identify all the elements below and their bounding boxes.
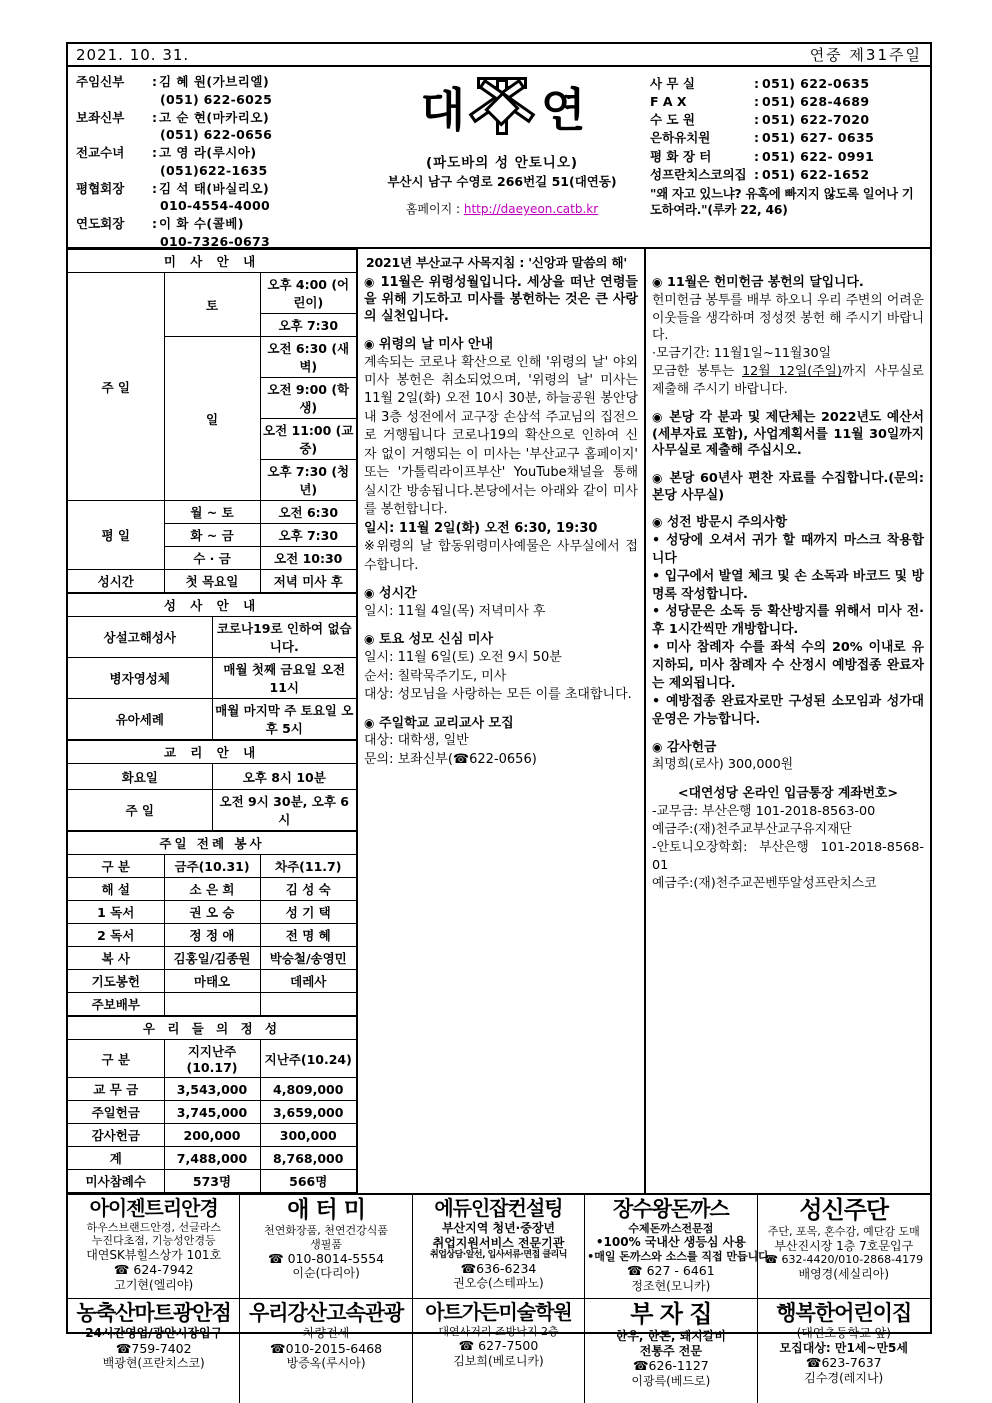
ad-business-name: 아이젠트리안경 bbox=[89, 1196, 218, 1220]
contact-label: 평 화 장 터 bbox=[650, 148, 712, 164]
staff-role: 주임신부 bbox=[76, 74, 125, 89]
content-area bbox=[68, 249, 930, 1193]
announcement-heading: ◉ 성시간 bbox=[364, 586, 417, 601]
doctrine-label: 화요일 bbox=[68, 764, 212, 790]
announcement-text: 최명희(로사) 300,000원 bbox=[652, 757, 794, 773]
mass-table-title: 미 사 안 내 bbox=[68, 250, 356, 273]
table-row bbox=[68, 790, 356, 831]
announcement bbox=[364, 716, 638, 770]
announcement-text: ·모금기간: 11월1일~11월30일 bbox=[652, 346, 832, 362]
ad-detail-line: ☎ 627 - 6461 bbox=[627, 1263, 715, 1279]
staff-phone: (051)622-1635 bbox=[160, 162, 268, 178]
table-row bbox=[68, 699, 356, 740]
table-row bbox=[68, 658, 356, 699]
ad-detail-line: ☎ 624-7942 bbox=[113, 1262, 194, 1278]
guideline-item: • 미사 참례자 수를 좌석 수의 20% 이내로 유지하되, 미사 참례자 수 산정시 예방접종 완료자는 제외됩니다. bbox=[652, 640, 924, 692]
announcement-text: 일시: 11월 4일(목) 저녁미사 후 bbox=[364, 603, 546, 619]
announcement-heading: ◉ 본당 각 분과 및 제단체는 2022년도 예산서(세부자료 포함), 사업계획서를 11월 30일까지 사무실로 제출해 주십시오. bbox=[652, 410, 924, 459]
ad-detail-line: 정조현(모니카) bbox=[631, 1278, 711, 1293]
announcement bbox=[364, 337, 638, 575]
announcement bbox=[652, 471, 924, 504]
staff-entry: 전교수녀 : 고 영 라(루시아) bbox=[76, 144, 354, 162]
staff-phone: (051) 622-6025 bbox=[160, 91, 273, 107]
table-row bbox=[68, 501, 356, 524]
service-cell: 복 사 bbox=[68, 947, 164, 970]
service-cell: 성 기 택 bbox=[260, 901, 356, 924]
ad-detail-line: 취업상담·알선, 입사서류·면접 클리닉 bbox=[430, 1250, 567, 1261]
staff-name: 이 화 수(콜베) bbox=[159, 216, 245, 231]
ad-detail-line: 부산지역 청년·중장년 bbox=[441, 1221, 556, 1235]
bullet-icon: ◉ bbox=[652, 410, 664, 425]
ad-detail-line: ☎626-1127 bbox=[632, 1358, 709, 1374]
mass-group: 평 일 bbox=[68, 501, 164, 570]
announcement-text: 일시: 11월 6일(토) 오전 9시 50분 bbox=[364, 650, 562, 666]
mass-time: 오전 6:30 (새벽) bbox=[260, 337, 356, 378]
deadline-date: 12월 12일(주일) bbox=[742, 364, 842, 380]
announcement-text: 문의: 보좌신부(☎622-0656) bbox=[364, 751, 537, 767]
dot-icon: • bbox=[652, 693, 661, 709]
sacrament-title: 성 사 안 내 bbox=[68, 594, 356, 617]
offering-cell: 3,543,000 bbox=[164, 1078, 260, 1101]
liturgical-week: 연중 제31주일 bbox=[809, 46, 922, 64]
service-cell: 2 독서 bbox=[68, 924, 164, 947]
bulletin-date: 2021. 10. 31. bbox=[76, 45, 190, 64]
doctrine-value: 오후 8시 10분 bbox=[212, 764, 356, 790]
mass-time: 오후 7:30 bbox=[260, 524, 356, 547]
date-bar bbox=[68, 44, 930, 67]
bullet-icon: ◉ bbox=[652, 275, 663, 289]
table-row bbox=[68, 273, 356, 314]
mass-day: 토 bbox=[164, 273, 260, 337]
ad-business-name: 행복한어린이집 bbox=[776, 1301, 912, 1325]
announcement-text: 헌미헌금 봉투를 배부 하오니 우리 주변의 어려운 이웃들을 생각하며 정성껏 봉헌 해 주시기 바랍니다. bbox=[652, 292, 924, 344]
doctrine-label: 주 일 bbox=[68, 790, 212, 831]
ad-tile[interactable] bbox=[68, 1195, 240, 1299]
bank-line: 예금주:(재)천주교꼰벤뚜알성프란치스코 bbox=[652, 875, 877, 891]
service-cell: 권 오 승 bbox=[164, 901, 260, 924]
service-title: 주일 전례 봉사 bbox=[68, 832, 356, 855]
announcement-deadline: 모금한 봉투는 12월 12일(주일)까지 사무실로 제출해 주시기 바랍니다. bbox=[652, 364, 925, 398]
staff-phone: 010-4554-4000 bbox=[160, 198, 270, 214]
announcement-heading: ◉ 위령의 날 미사 안내 bbox=[364, 336, 494, 352]
announcement-heading: ◉ 본당 60년사 편찬 자료를 수집합니다.(문의: 본당 사무실) bbox=[652, 470, 924, 503]
table-row bbox=[68, 878, 356, 901]
service-cell: 기도봉헌 bbox=[68, 970, 164, 993]
staff-name: 고 영 라(루시아) bbox=[159, 145, 257, 160]
ad-row-2 bbox=[68, 1299, 930, 1403]
ad-business-name: 부 자 집 bbox=[630, 1300, 712, 1328]
ad-detail-line: 수제돈까스전문점 bbox=[628, 1222, 714, 1236]
table-header-row bbox=[68, 1040, 356, 1078]
staff-role: 전교수녀 bbox=[76, 145, 125, 160]
contact-number: 051) 627- 0635 bbox=[762, 130, 875, 146]
announcement bbox=[652, 740, 924, 775]
logo-char-right: 연 bbox=[541, 83, 584, 137]
sacrament-label: 상설고해성사 bbox=[68, 617, 212, 658]
announcement bbox=[652, 515, 924, 729]
announcement-heading: ◉ 성전 방문시 주의사항 bbox=[652, 515, 788, 531]
announcement bbox=[364, 632, 638, 704]
table-row bbox=[68, 901, 356, 924]
ad-detail-line: 누진다초점, 기능성안경등 bbox=[91, 1234, 216, 1248]
table-row bbox=[68, 924, 356, 947]
table-row bbox=[68, 993, 356, 1016]
sacrament-value: 매월 첫째 금요일 오전 11시 bbox=[212, 658, 356, 699]
announcement-text: 대상: 대학생, 일반 bbox=[364, 733, 469, 749]
ad-detail-line: 백광현(프란치스코) bbox=[102, 1355, 205, 1370]
ad-business-name: 농축산마트광안점 bbox=[76, 1301, 231, 1325]
ad-detail-line: •매일 돈까스와 소스를 직접 만듭니다. bbox=[587, 1250, 774, 1264]
bullet-icon: ◉ bbox=[652, 470, 664, 485]
ad-tile[interactable] bbox=[758, 1195, 930, 1299]
ad-business-name: 우리강산고속관광 bbox=[248, 1301, 404, 1325]
ad-row-1 bbox=[68, 1195, 930, 1299]
doctrine-title: 교 리 안 내 bbox=[68, 741, 356, 764]
contact-entry: 평 화 장 터 : 051) 622- 0991 bbox=[650, 148, 924, 166]
service-cell: 박승철/송영민 bbox=[260, 947, 356, 970]
contact-label: F A X bbox=[650, 94, 687, 110]
ad-detail-line: 한우, 한돈, 돼지갈비 bbox=[615, 1329, 726, 1344]
ad-tile[interactable] bbox=[240, 1299, 412, 1403]
ad-detail-line: 권오승(스테파노) bbox=[453, 1276, 544, 1291]
staff-directory bbox=[68, 67, 358, 247]
service-col-header: 금주(10.31) bbox=[164, 855, 260, 878]
schedule-column bbox=[68, 249, 358, 1193]
offering-cell: 300,000 bbox=[260, 1124, 356, 1147]
contact-number: 051) 622- 0991 bbox=[762, 148, 875, 164]
contact-entry: 사 무 실 : 051) 622-0635 bbox=[650, 75, 924, 93]
offering-table bbox=[68, 1016, 356, 1193]
mass-time: 오전 11:00 (교중) bbox=[260, 419, 356, 460]
ad-detail-line: ☎636-6234 bbox=[460, 1261, 537, 1277]
ad-detail-line: 하우스브랜드안경, 선글라스 bbox=[86, 1221, 221, 1234]
ad-detail-line: ☎ 010-8014-5554 bbox=[268, 1250, 385, 1266]
staff-phone: (051) 622-0656 bbox=[160, 127, 273, 143]
guideline-item: • 예방접종 완료자로만 구성된 소모임과 성가대 운영은 가능합니다. bbox=[652, 693, 924, 727]
doctrine-table bbox=[68, 740, 356, 831]
contact-number: 051) 628-4689 bbox=[762, 94, 870, 110]
ad-detail-line: ☎ 632-4420/010-2868-4179 bbox=[764, 1253, 924, 1267]
service-cell: 데레사 bbox=[260, 970, 356, 993]
contact-number: 051) 622-7020 bbox=[762, 112, 870, 128]
service-cell bbox=[260, 993, 356, 1016]
guideline-item: • 성당에 오셔서 귀가 할 때까지 마스크 착용합니다 bbox=[652, 532, 924, 566]
staff-name: 김 석 태(바실리오) bbox=[159, 180, 270, 196]
mass-day: 일 bbox=[164, 337, 260, 501]
offering-cell: 감사헌금 bbox=[68, 1124, 164, 1147]
mass-time: 오전 9:00 (학생) bbox=[260, 378, 356, 419]
bullet-icon: ◉ bbox=[652, 515, 663, 530]
ad-detail-line: 주단, 포목, 혼수감, 예단감 도매 bbox=[767, 1225, 920, 1239]
offering-cell: 교 무 금 bbox=[68, 1078, 164, 1101]
ad-tile[interactable] bbox=[240, 1195, 412, 1299]
offering-cell: 8,768,000 bbox=[260, 1147, 356, 1170]
mass-day: 월 ~ 토 bbox=[164, 501, 260, 524]
staff-entry: 보좌신부 : 고 순 현(마카리오) bbox=[76, 109, 354, 127]
ad-detail-line: 생필품 bbox=[310, 1237, 343, 1251]
contact-label: 사 무 실 bbox=[650, 76, 695, 91]
staff-role: 보좌신부 bbox=[76, 109, 125, 125]
service-col-header: 차주(11.7) bbox=[260, 855, 356, 878]
bullet-icon: ◉ bbox=[652, 739, 663, 754]
doctrine-value: 오전 9시 30분, 오후 6시 bbox=[212, 790, 356, 831]
ad-business-name: 아트가든미술학원 bbox=[425, 1300, 572, 1324]
homepage-link[interactable]: http://daeyeon.catb.kr bbox=[463, 202, 599, 216]
bank-account-block bbox=[652, 785, 924, 892]
mass-time: 오전 6:30 bbox=[260, 501, 356, 524]
announcement-heading: ◉ 감사헌금 bbox=[652, 739, 717, 755]
table-row bbox=[68, 947, 356, 970]
liturgy-service-table bbox=[68, 831, 356, 1016]
bank-title: <대연성당 온라인 입금통장 계좌번호> bbox=[677, 786, 899, 802]
masthead bbox=[68, 67, 930, 249]
sacrament-value: 매월 마지막 주 토요일 오후 5시 bbox=[212, 699, 356, 740]
ad-detail-line: 차량전세 bbox=[302, 1326, 350, 1341]
offering-cell: 주일헌금 bbox=[68, 1101, 164, 1124]
sacrament-label: 유아세례 bbox=[68, 699, 212, 740]
service-cell: 김 성 숙 bbox=[260, 878, 356, 901]
homepage-line bbox=[358, 200, 646, 217]
table-row bbox=[68, 970, 356, 993]
bank-line: 예금주:(재)천주교부산교구유지재단 bbox=[652, 822, 852, 838]
contact-entry: 은하유치원 : 051) 627- 0635 bbox=[650, 129, 924, 147]
cross-ribbon-icon bbox=[465, 74, 539, 146]
announcement-heading: ◉ 토요 성모 신심 미사 bbox=[364, 632, 494, 648]
offering-cell: 3,745,000 bbox=[164, 1101, 260, 1124]
table-row bbox=[68, 1078, 356, 1101]
ad-detail-line: 전통주 전문 bbox=[639, 1343, 702, 1358]
staff-name: 고 순 현(마카리오) bbox=[159, 109, 270, 125]
dot-icon: • bbox=[652, 532, 661, 548]
offering-cell: 573명 bbox=[164, 1170, 260, 1193]
bullet-icon: ◉ bbox=[364, 715, 375, 730]
announcement bbox=[364, 275, 638, 326]
mass-day: 화 ~ 금 bbox=[164, 524, 260, 547]
table-row bbox=[68, 1101, 356, 1124]
offering-title: 우 리 들 의 정 성 bbox=[68, 1017, 356, 1040]
table-row bbox=[68, 617, 356, 658]
contact-label: 수 도 원 bbox=[650, 112, 695, 128]
announcements-column-1 bbox=[358, 249, 646, 1193]
bullet-icon: ◉ bbox=[364, 586, 375, 600]
ad-detail-line: 이순(다리아) bbox=[292, 1266, 360, 1281]
bank-line: -교무금: 부산은행 101-2018-8563-00 bbox=[652, 804, 876, 820]
homepage-label: 홈페이지 : bbox=[405, 202, 464, 216]
offering-cell: 계 bbox=[68, 1147, 164, 1170]
ad-detail-line: 천연화장품, 천연건강식품 bbox=[264, 1224, 389, 1238]
service-cell: 해 설 bbox=[68, 878, 164, 901]
service-cell: 1 독서 bbox=[68, 901, 164, 924]
offering-cell: 4,809,000 bbox=[260, 1078, 356, 1101]
table-header-row bbox=[68, 855, 356, 878]
offering-cell: 7,488,000 bbox=[164, 1147, 260, 1170]
announcements-column-2 bbox=[646, 249, 930, 1193]
offering-cell: 566명 bbox=[260, 1170, 356, 1193]
parish-address: 부산시 남구 수영로 266번길 51(대연동) bbox=[387, 174, 617, 189]
ad-business-name: 성신주단 bbox=[799, 1196, 889, 1224]
ad-tile[interactable] bbox=[585, 1299, 757, 1403]
logo-char-left: 대 bbox=[420, 83, 463, 137]
table-row bbox=[68, 764, 356, 790]
ad-detail-line: 대연사거리 조방낙지 2층 bbox=[438, 1325, 559, 1338]
offering-col-header: 지지난주(10.17) bbox=[164, 1040, 260, 1078]
mass-schedule-table bbox=[68, 249, 356, 593]
mass-time: 오후 7:30 bbox=[260, 314, 356, 337]
service-col-header: 구 분 bbox=[68, 855, 164, 878]
mass-group: 주 일 bbox=[68, 273, 164, 501]
service-cell: 정 정 애 bbox=[164, 924, 260, 947]
service-cell bbox=[164, 993, 260, 1016]
staff-entry: 평협회장 : 김 석 태(바실리오) bbox=[76, 180, 354, 198]
offering-cell: 3,659,000 bbox=[260, 1101, 356, 1124]
offering-cell: 200,000 bbox=[164, 1124, 260, 1147]
ad-detail-line: 방증옥(루시아) bbox=[286, 1355, 366, 1370]
ad-detail-line: •100% 국내산 생등심 사용 bbox=[595, 1235, 746, 1250]
announcement bbox=[364, 586, 638, 621]
announcement-text: 대상: 성모님을 사랑하는 모든 이를 초대합니다. bbox=[364, 687, 632, 703]
dot-icon: • bbox=[652, 568, 661, 584]
bullet-icon: ◉ bbox=[364, 632, 375, 647]
staff-entry: 연도회장 : 이 화 수(콜베) bbox=[76, 215, 354, 233]
announcement-heading: ◉ 주일학교 교리교사 모집 bbox=[364, 715, 514, 731]
service-cell: 주보배부 bbox=[68, 993, 164, 1016]
bullet-icon: ◉ bbox=[364, 336, 375, 351]
ad-detail-line: 24시간영업/광안시장입구 bbox=[85, 1326, 223, 1341]
staff-phone: 010-7326-0673 bbox=[160, 233, 270, 249]
contact-label: 성프란치스코의집 bbox=[650, 166, 747, 182]
mass-time: 저녁 미사 후 bbox=[260, 570, 356, 593]
parish-identity bbox=[358, 67, 646, 247]
sacrament-label: 병자영성체 bbox=[68, 658, 212, 699]
announcement bbox=[652, 275, 924, 399]
contact-entry: F A X : 051) 628-4689 bbox=[650, 93, 924, 111]
ad-detail-line: ☎759-7402 bbox=[115, 1340, 192, 1356]
service-cell: 소 은 희 bbox=[164, 878, 260, 901]
announcement-note: ※위령의 날 합동위령미사예물은 사무실에서 접수합니다. bbox=[364, 539, 638, 573]
mass-time: 오후 7:30 (청년) bbox=[260, 460, 356, 501]
announcement-text: 계속되는 코로나 확산으로 인해 '위령의 날' 야외미사 봉헌은 취소되었으며, '위령의 날' 미사는 11월 2일(화) 오전 10시 30분, 하늘공원 봉안당 내 3층 성전에서 교구장 손삼석 주교님의 집전으로 거행됩니다 코로나19의 확산으로 인하여 신자 없이 거행되는 이 미사는 '부산교구 홈페이지' 또는 '가톨릭라이프부산' YouTube채널을 통해 실시간 방송됩니다.본당에서는 아래와 같이 미사를 봉헌합니다. bbox=[364, 354, 638, 518]
announcement-datetime: 일시: 11월 2일(화) 오전 6:30, 19:30 bbox=[364, 520, 598, 536]
scripture-quote: "왜 자고 있느냐? 유혹에 빠지지 않도록 일어나 기도하여라."(루카 22, 46) bbox=[650, 186, 914, 218]
ad-business-name: 에듀인잡컨설팅 bbox=[434, 1196, 563, 1220]
ad-detail-line: 부산진시장 1층 7호문입구 bbox=[774, 1238, 914, 1253]
ad-detail-line: 김보희(베로니카) bbox=[453, 1353, 544, 1368]
ad-tile[interactable] bbox=[585, 1195, 774, 1299]
mass-time: 오전 10:30 bbox=[260, 547, 356, 570]
table-row bbox=[68, 570, 356, 593]
ad-detail-line: ☎010-2015-6468 bbox=[270, 1340, 383, 1356]
contact-directory bbox=[646, 67, 930, 247]
staff-entry: 주임신부 : 김 혜 원(가브리엘) bbox=[76, 73, 354, 91]
service-cell: 김홍일/김종원 bbox=[164, 947, 260, 970]
ad-tile[interactable] bbox=[68, 1299, 240, 1403]
staff-role: 연도회장 bbox=[76, 216, 125, 231]
staff-role: 평협회장 bbox=[76, 180, 125, 196]
announcement-heading: ◉ 11월은 위령성월입니다. 세상을 떠난 연령들을 위해 기도하고 미사를 봉헌하는 것은 큰 사랑의 실천입니다. bbox=[364, 275, 638, 324]
bank-line: -안토니오장학회: 부산은행 101-2018-8568-01 bbox=[652, 840, 924, 873]
contact-number: 051) 622-0635 bbox=[762, 76, 870, 91]
ad-detail-line: 이광륵(베드로) bbox=[631, 1373, 711, 1388]
ad-detail-line: 배영경(세실리아) bbox=[798, 1266, 890, 1281]
ad-tile[interactable] bbox=[413, 1195, 585, 1299]
ad-detail-line: 취업지원서비스 전문기관 bbox=[432, 1235, 565, 1250]
mass-group: 성시간 bbox=[68, 570, 164, 593]
dot-icon: • bbox=[652, 604, 661, 620]
announcement bbox=[652, 410, 924, 460]
mass-day: 첫 목요일 bbox=[164, 570, 260, 593]
ad-business-name: 애 터 미 bbox=[287, 1197, 365, 1223]
guideline-item: • 입구에서 발열 체크 및 손 소독과 바코드 및 방명록 작성합니다. bbox=[652, 568, 924, 602]
contact-number: 051) 622-1652 bbox=[762, 166, 870, 182]
ad-detail-line: (대연초등학교 앞) bbox=[796, 1326, 891, 1341]
dot-icon: • bbox=[652, 640, 661, 656]
table-row bbox=[68, 1124, 356, 1147]
guideline-item: • 성당문은 소독 등 확산방지를 위해서 미사 전·후 1시간씩만 개방합니다. bbox=[652, 604, 924, 638]
sacrament-table bbox=[68, 593, 356, 740]
bullet-icon: ◉ bbox=[364, 275, 376, 289]
mass-day: 수 · 금 bbox=[164, 547, 260, 570]
ad-detail-line: ☎623-7637 bbox=[805, 1355, 882, 1371]
offering-col-header: 구 분 bbox=[68, 1040, 164, 1078]
advertisement-section bbox=[68, 1193, 930, 1403]
contact-entry: 수 도 원 : 051) 622-7020 bbox=[650, 111, 924, 129]
parish-logo bbox=[358, 71, 646, 149]
mass-time: 오후 4:00 (어린이) bbox=[260, 273, 356, 314]
offering-col-header: 지난주(10.24) bbox=[260, 1040, 356, 1078]
ad-tile[interactable] bbox=[758, 1299, 930, 1403]
ad-detail-line: 김수경(레지나) bbox=[804, 1370, 884, 1385]
patron-saint: (파도바의 성 안토니오) bbox=[425, 155, 579, 171]
bulletin-page bbox=[66, 42, 932, 1388]
staff-name: 김 혜 원(가브리엘) bbox=[159, 74, 270, 89]
contact-entry: 성프란치스코의집 : 051) 622-1652 bbox=[650, 166, 924, 184]
sacrament-value: 코로나19로 인하여 없습니다. bbox=[212, 617, 356, 658]
service-cell: 전 명 혜 bbox=[260, 924, 356, 947]
diocese-theme: 2021년 부산교구 사목지침 : '신앙과 말씀의 해' bbox=[366, 255, 627, 270]
service-cell: 마태오 bbox=[164, 970, 260, 993]
announcement-text: 순서: 칠락묵주기도, 미사 bbox=[364, 668, 507, 684]
offering-cell: 미사참례수 bbox=[68, 1170, 164, 1193]
ad-detail-line: 고기현(엘리야) bbox=[114, 1277, 194, 1292]
table-row bbox=[68, 1170, 356, 1193]
ad-tile[interactable] bbox=[413, 1299, 585, 1403]
ad-detail-line: 대연SK뷰힐스상가 101호 bbox=[86, 1247, 222, 1262]
ad-detail-line: 모집대상: 만1세~만5세 bbox=[779, 1340, 908, 1355]
contact-label: 은하유치원 bbox=[650, 130, 711, 146]
ad-business-name: 장수왕돈까스 bbox=[613, 1197, 729, 1221]
announcement-heading: ◉ 11월은 헌미헌금 봉헌의 달입니다. bbox=[652, 275, 864, 290]
ad-detail-line: ☎ 627-7500 bbox=[458, 1338, 539, 1354]
table-row bbox=[68, 1147, 356, 1170]
